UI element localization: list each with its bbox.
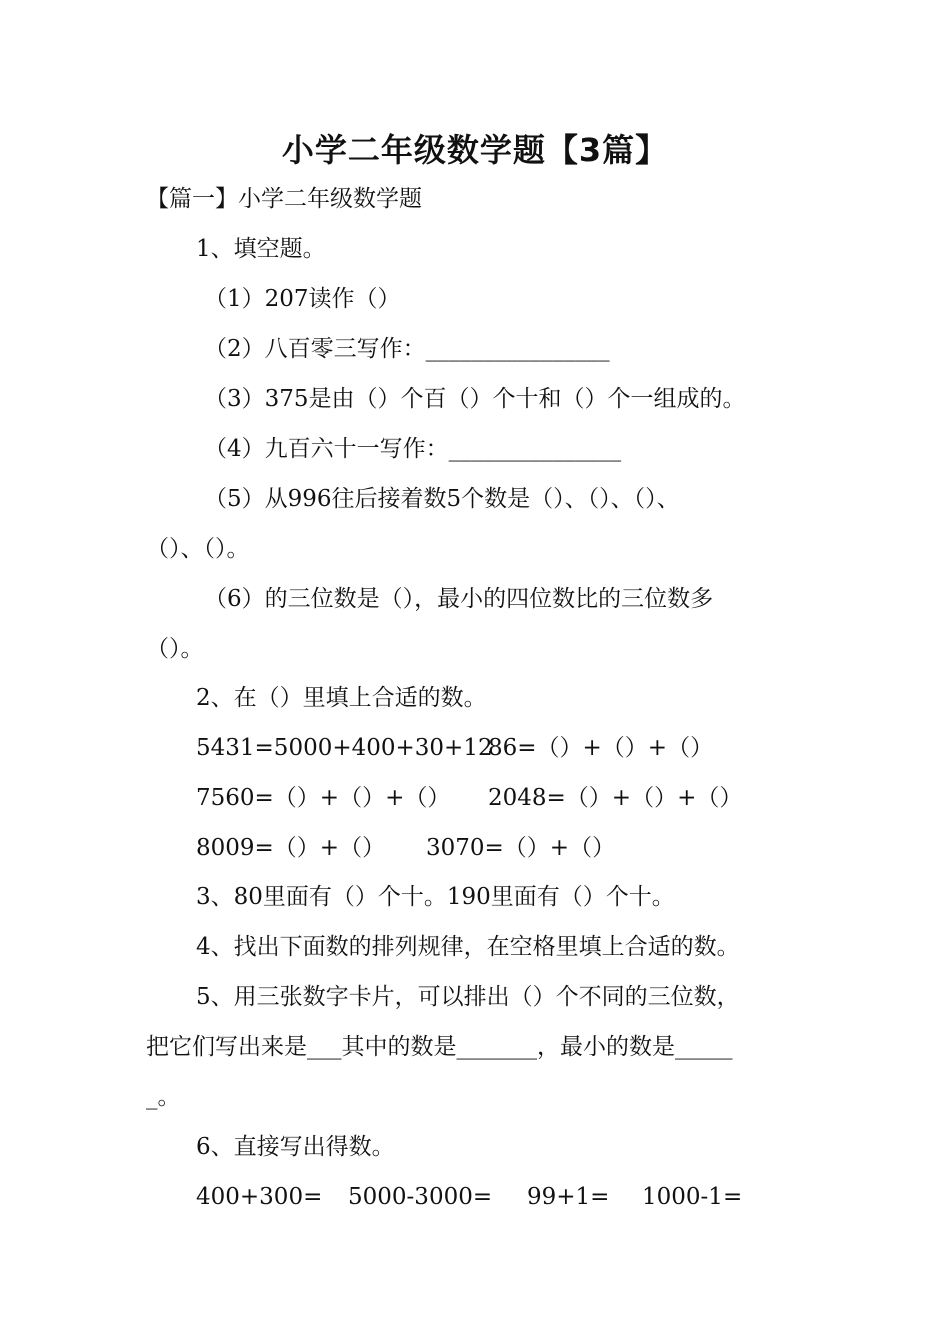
q2-row2-right: 2048=（）+（）+（）	[488, 785, 743, 811]
q2-row3-left: 8009=（）+（）	[196, 835, 386, 861]
q1-item-1: （1）207读作（）	[204, 286, 401, 312]
document-title: 小学二年级数学题【3篇】	[281, 131, 669, 169]
q6-item-1: 400+300=	[196, 1184, 323, 1210]
q4-line: 4、找出下面数的排列规律，在空格里填上合适的数。	[196, 934, 740, 960]
q2-row1-left: 5431=5000+400+30+12	[196, 735, 493, 761]
q1-item-6-cont: （）。	[146, 636, 204, 662]
q2-row3-right: 3070=（）+（）	[426, 835, 616, 861]
q1-item-3: （3）375是由（）个百（）个十和（）个一组成的。	[204, 386, 746, 412]
q1-item-4: （4）九百六十一写作：_______________	[204, 436, 622, 462]
q1-heading: 1、填空题。	[196, 236, 326, 262]
q2-heading: 2、在（）里填上合适的数。	[196, 685, 487, 711]
q1-item-5: （5）从996往后接着数5个数是（）、（）、（）、	[204, 486, 680, 512]
q6-item-2: 5000-3000=	[348, 1184, 493, 1210]
q1-item-2: （2）八百零三写作：________________	[204, 336, 610, 362]
q6-heading: 6、直接写出得数。	[196, 1134, 395, 1160]
q5-line-1: 5、用三张数字卡片，可以排出（）个不同的三位数，	[196, 984, 740, 1010]
q3-line: 3、80里面有（）个十。190里面有（）个十。	[196, 884, 675, 910]
q5-line-3: _。	[146, 1084, 181, 1110]
q2-row1-right: 86=（）+（）+（）	[488, 735, 714, 761]
q6-item-4: 1000-1=	[642, 1184, 743, 1210]
q1-item-5-cont: （）、（）。	[146, 536, 250, 562]
section-heading: 【篇一】小学二年级数学题	[146, 186, 422, 212]
q2-row2-left: 7560=（）+（）+（）	[196, 785, 451, 811]
q5-line-2: 把它们写出来是___其中的数是_______，最小的数是_____	[146, 1034, 733, 1060]
q6-item-3: 99+1=	[527, 1184, 610, 1210]
q1-item-6: （6）的三位数是（），最小的四位数比的三位数多	[204, 586, 714, 612]
